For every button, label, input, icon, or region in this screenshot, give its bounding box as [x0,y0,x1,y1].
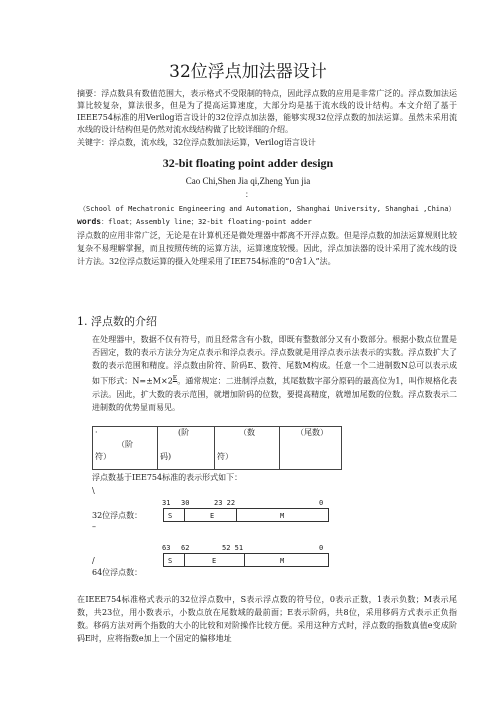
authors: Cao Chi,Shen Jia qi,Zheng Yun jia [185,176,311,186]
final-paragraph: 在IEEE754标准格式表示的32位浮点数中，S表示浮点数的符号位，0表示正数，1表示负数；M表示尾数，共23位，用小数表示，小数点放在尾数域的最前面；E表示阶码，共8位，采用移码方式表示正负指数。移码方法对两个指数的大小的比较和对阶操作比较方便。采用这种方式时，浮点数的指数真值e变成阶码E时，应将指数e加上一个固定的偏移地址 [77,595,457,643]
float64-sign-field: S [168,557,173,565]
float64-mantissa-field: M [280,557,285,565]
section1-text: 在处理器中，数据不仅有符号，而且经常含有小数，即既有整数部分又有小数部分。根据小数点位置是否固定，数的表示方法分为定点表示和浮点表示。浮点数就是用浮点表示法表示的实数。浮点数扩大了数的表示范围和精度。浮点数由阶符、阶码E、数符、尾数M构成。任意一个二进制数N总可以表示成如下形式：N=±M×2 [92,335,457,386]
bit-index-32-30: 30 [181,499,190,507]
exponent-e: E [172,375,178,382]
keywords-en-label: words [77,217,102,226]
float32-mantissa-field: M [280,512,285,520]
bit-index-32-0: 0 [319,499,324,507]
table-cell-mantissa: （尾数） [296,428,328,437]
float32-label: 32位浮点数： [92,511,143,520]
abstract-cn: 摘要：浮点数具有数值范围大，表示格式不受限制的特点，因此浮点数的应用是非常广泛的。浮点数加法运算比较复杂，算法很多，但是为了提高运算速度，大部分均是基于流水线的设计结构。本文介绍了基于IEEE754标准的用Verilog语言设计的32位浮点加法器，能够实现32位浮点数的加法运算。虽然未采用流水线的设计结构但是仍然对流水线结构做了比较详细的介绍。 [77,89,457,134]
mark-1: \ [92,486,95,495]
bit-index-64-62: 62 [181,544,190,552]
bit-index-32-23-22: 23 22 [214,499,236,507]
table-cell-sign-exp: · （阶 符） [93,427,158,470]
mark-3: / [92,556,95,565]
keywords-en-text: ：float；Assembly line；32-bit floating-point adder [101,218,312,226]
section-heading: 1. 浮点数的介绍 [77,315,157,328]
keywords-en [77,216,312,228]
english-title: 32-bit floating point adder design [162,156,334,170]
float32-bit-layout [163,508,329,522]
intro-paragraph: 浮点数的应用非常广泛，无论是在计算机还是微处理器中都离不开浮点数。但是浮点数的加法运算规则比较复杂不易理解掌握，而且按照传统的运算方法，运算速度较慢。因此，浮点加法器的设计采用了流水线的设计方法。32位浮点数运算的摄入处理采用了IEE754标准的“0舍1入”法。 [77,231,457,266]
float64-label: 64位浮点数： [92,568,143,577]
table-cell-exp-code: (阶 码) [158,427,215,470]
keywords-cn: 关键字：浮点数，流水线，32位浮点数加法运算，Verilog语言设计 [77,138,316,147]
mark-2: – [92,522,96,531]
float64-bit-layout [163,553,329,567]
bit-index-64-63: 63 [162,544,171,552]
float32-sign-field: S [168,512,173,520]
float-format-table [92,426,342,470]
bit-index-64-52-51: 52 51 [222,544,244,552]
section1-text-2: 。通常规定：二进制浮点数，其尾数数字部分原码的最高位为1，叫作规格化表示法。因此，扩大数的表示范围，就增加阶码的位数，要提高精度，就增加尾数的位数。浮点数表示二进制数的优势显而易见。 [92,376,457,412]
bit-index-32-31: 31 [162,499,171,507]
ieee-intro: 浮点数基于IEE754标准的表示形式如下： [92,473,243,482]
float64-exponent-field: E [212,557,217,565]
float32-exponent-field: E [210,512,215,520]
paper-title: 32位浮点加法器设计 [169,62,327,82]
affiliation: （School of Mechatronic Engineering and Automation, Shanghai University, Shanghai ,China） [79,205,456,213]
table-cell-sign-num: （数 符） [215,427,280,470]
colon-line: ： [245,190,253,199]
bit-index-64-0: 0 [319,544,324,552]
section1-paragraph [92,333,457,414]
